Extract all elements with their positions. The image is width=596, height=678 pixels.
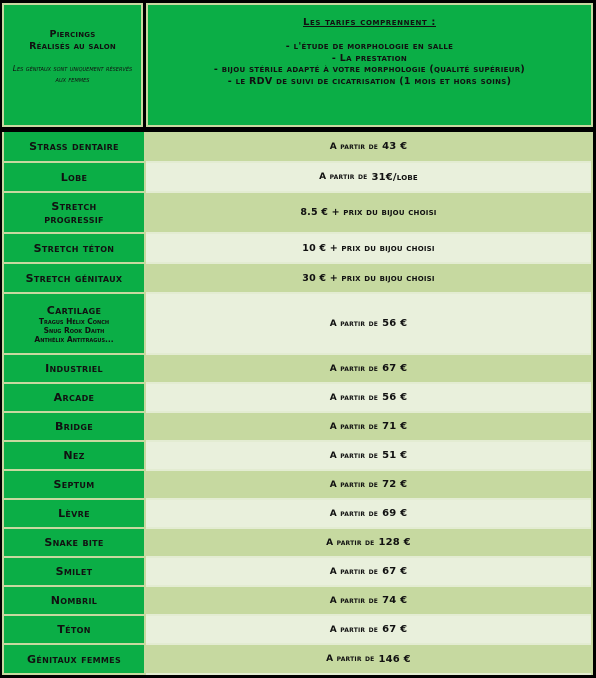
row-name: Septum bbox=[4, 471, 146, 500]
row-price bbox=[146, 558, 591, 587]
row-name: Nez bbox=[4, 442, 146, 471]
price-table bbox=[2, 132, 593, 675]
header-left-panel bbox=[2, 3, 143, 127]
row-name: Lèvre bbox=[4, 500, 146, 529]
row-name: Industriel bbox=[4, 355, 146, 384]
table-row bbox=[4, 471, 591, 500]
row-price bbox=[146, 442, 591, 471]
row-name: Lobe bbox=[4, 163, 146, 193]
table-row bbox=[4, 234, 591, 264]
row-name-title: Cartilage bbox=[46, 303, 102, 317]
row-name: Strass dentaire bbox=[4, 132, 146, 163]
row-price: 8.5 € + prix du bijou choisi bbox=[146, 193, 591, 234]
price-amount: 43 € bbox=[382, 141, 408, 152]
header-left-title-line2: Réalisés au salon bbox=[29, 41, 116, 52]
price-prefix: A partir de bbox=[329, 392, 379, 403]
row-price bbox=[146, 132, 591, 163]
row-name: Nombril bbox=[4, 587, 146, 616]
row-price bbox=[146, 471, 591, 500]
header-left-note: Les génitaux sont uniquement réservés aux femmes bbox=[12, 64, 133, 84]
price-prefix: A partir de bbox=[329, 318, 379, 329]
header-right-line: - La prestation bbox=[331, 52, 408, 64]
price-amount: 51 € bbox=[382, 450, 408, 461]
price-prefix: A partir de bbox=[329, 450, 379, 461]
price-prefix: A partir de bbox=[329, 508, 379, 519]
row-price bbox=[146, 587, 591, 616]
row-name-cartilage bbox=[4, 294, 146, 355]
row-name-sub: Snug Rook Daith bbox=[43, 325, 105, 335]
table-row bbox=[4, 264, 591, 294]
price-amount: 31€/lobe bbox=[371, 171, 418, 183]
table-row bbox=[4, 500, 591, 529]
price-prefix: A partir de bbox=[329, 363, 379, 374]
price-amount: 72 € bbox=[382, 479, 408, 490]
row-price bbox=[146, 500, 591, 529]
table-row bbox=[4, 442, 591, 471]
row-name: Snake bite bbox=[4, 529, 146, 558]
price-prefix: A partir de bbox=[326, 537, 375, 548]
price-amount: 56 € bbox=[382, 392, 408, 403]
table-row bbox=[4, 355, 591, 384]
row-price bbox=[146, 616, 591, 645]
table-row bbox=[4, 384, 591, 413]
price-prefix: A partir de bbox=[329, 595, 379, 606]
row-price bbox=[146, 645, 591, 675]
header-right-line: - bijou stérile adapté à votre morphologie (qualité supérieur) bbox=[213, 64, 526, 75]
price-amount: 146 € bbox=[378, 653, 411, 665]
row-price bbox=[146, 163, 591, 193]
price-prefix: A partir de bbox=[329, 566, 379, 577]
row-name: Téton bbox=[4, 616, 146, 645]
table-row bbox=[4, 193, 591, 234]
table-row bbox=[4, 413, 591, 442]
header-right-panel bbox=[146, 3, 593, 127]
table-row bbox=[4, 294, 591, 355]
row-price bbox=[146, 413, 591, 442]
price-prefix: A partir de bbox=[326, 654, 375, 664]
row-name-sub: Anthélix Antitragus... bbox=[34, 334, 114, 344]
price-amount: 67 € bbox=[382, 566, 408, 577]
header-right-title: Les tarifs comprennent : bbox=[303, 17, 436, 28]
row-price bbox=[146, 529, 591, 558]
row-price bbox=[146, 355, 591, 384]
table-row bbox=[4, 163, 591, 193]
row-name: Stretch téton bbox=[4, 234, 146, 264]
price-prefix: A partir de bbox=[319, 172, 368, 182]
table-row bbox=[4, 558, 591, 587]
table-row bbox=[4, 645, 591, 675]
price-amount: 71 € bbox=[382, 421, 408, 432]
price-prefix: A partir de bbox=[329, 141, 379, 152]
row-name: Génitaux femmes bbox=[4, 645, 146, 675]
price-prefix: A partir de bbox=[329, 479, 379, 490]
row-price bbox=[146, 384, 591, 413]
table-row bbox=[4, 587, 591, 616]
table-row bbox=[4, 132, 591, 163]
table-row bbox=[4, 616, 591, 645]
price-amount: 67 € bbox=[382, 363, 408, 374]
header-right-line: - le RDV de suivi de cicatrisation (1 mois et hors soins) bbox=[227, 75, 512, 87]
row-name: Bridge bbox=[4, 413, 146, 442]
row-price: 30 € + prix du bijou choisi bbox=[146, 264, 591, 294]
table-row bbox=[4, 529, 591, 558]
header-right-line: - l'étude de morphologie en salle bbox=[285, 41, 454, 52]
price-amount: 69 € bbox=[382, 508, 408, 519]
row-name: Stretch génitaux bbox=[4, 264, 146, 294]
price-amount: 128 € bbox=[378, 537, 411, 548]
header-left-title-line1: Piercings bbox=[49, 29, 96, 40]
price-prefix: A partir de bbox=[329, 624, 379, 635]
row-price bbox=[146, 294, 591, 355]
price-prefix: A partir de bbox=[329, 421, 379, 432]
row-name: Stretch progressif bbox=[4, 193, 146, 234]
price-amount: 56 € bbox=[382, 318, 408, 329]
row-name: Smilet bbox=[4, 558, 146, 587]
row-name-sub: Tragus Hélix Conch bbox=[38, 316, 110, 326]
price-amount: 74 € bbox=[382, 595, 408, 606]
row-price: 10 € + prix du bijou choisi bbox=[146, 234, 591, 264]
row-name: Arcade bbox=[4, 384, 146, 413]
price-amount: 67 € bbox=[382, 624, 408, 635]
